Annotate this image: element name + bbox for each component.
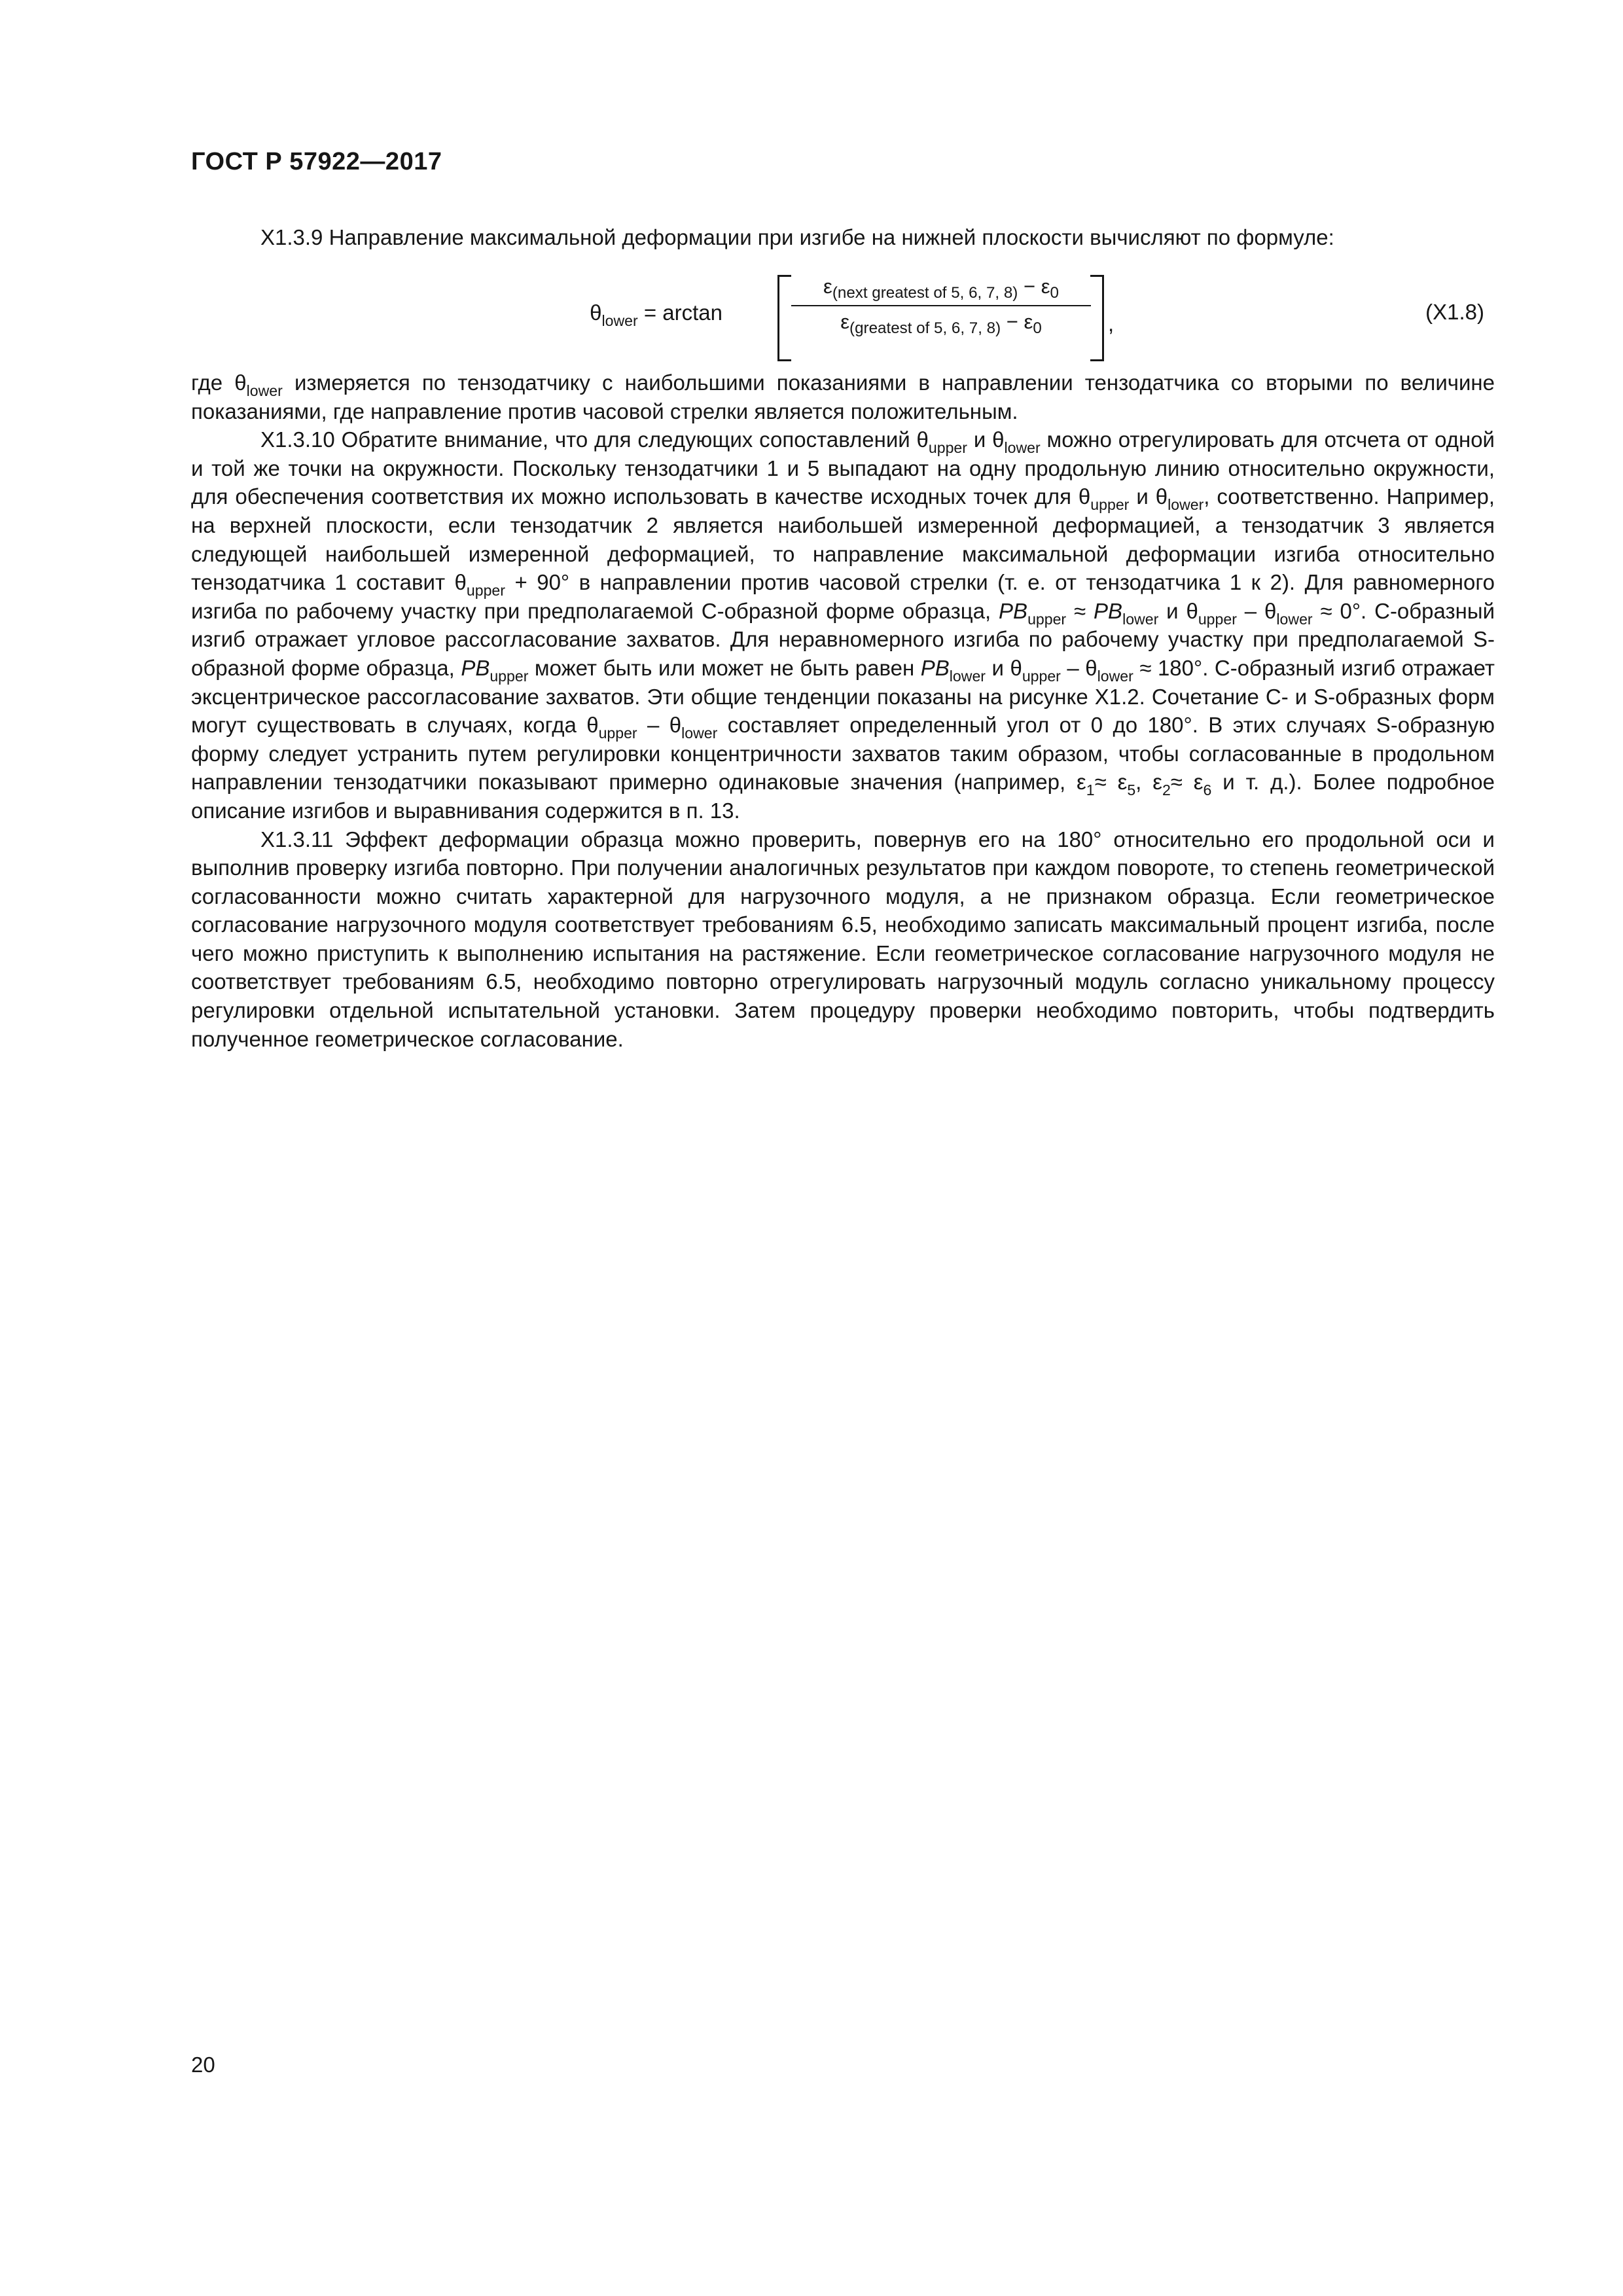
paragraph-x1-3-9: X1.3.9 Направление максимальной деформации при изгибе на нижней плоскости вычисляют по формуле: bbox=[260, 225, 1334, 249]
page-number: 20 bbox=[191, 2053, 215, 2077]
paragraph-x1-3-11: X1.3.11 Эффект деформации образца можно проверить, повернув его на 180° относительно его продольной оси и выполнив проверку изгиба повторно. При получении аналогичных результатов при каждом повороте, то степень геометрической согласованности можно считать характерной для нагрузочного модуля, а не признаком образца. Если геометрическое согласование нагрузочного модуля соответствует требованиям 6.5, необходимо записать максимальный процент изгиба, после чего можно приступить к выполнению испытания на растяжение. Если геометрическое согласование нагрузочного модуля не соответствует требованиям 6.5, необходимо повторно отрегулировать нагрузочный модуль согласно уникальному процессу регулировки отдельной испытательной установки. Затем процедуру проверки необходимо повторить, чтобы подтвердить полученное геометрическое согласование. bbox=[191, 827, 1495, 1051]
formula-numerator: $\varepsilon_{(next greatest of 5, 6, 7, 8)} - \varepsilon_0$ bbox=[823, 275, 1059, 302]
formula-x1-8 bbox=[0, 268, 1623, 367]
paragraph-where: где $\theta_{lower}$ измеряется по тензодатчику с наибольшими показаниями в направлении тензодатчика со вторыми по величине показаниями, где направление против часовой стрелки является положительным. bbox=[191, 370, 1495, 423]
document-header: ГОСТ Р 57922—2017 bbox=[191, 148, 442, 175]
formula-lhs: $\theta_{lower} = \arctan$ bbox=[590, 300, 722, 329]
formula-comma: , bbox=[1108, 312, 1115, 336]
formula-fraction bbox=[782, 274, 1100, 338]
formula-number: (X1.8) bbox=[1425, 300, 1484, 324]
fraction-bar bbox=[791, 305, 1091, 306]
intro-block bbox=[191, 223, 1495, 252]
right-bracket bbox=[1090, 275, 1104, 361]
body-text bbox=[191, 368, 1495, 1053]
formula-denominator: $\varepsilon_{(greatest of 5, 6, 7, 8)} - \varepsilon_0$ bbox=[840, 310, 1042, 337]
paragraph-x1-3-10: X1.3.10 Обратите внимание, что для следующих сопоставлений $\theta_{upper}$ и $\theta_{lower}$ можно отрегулировать для отсчета от одной и той же точки на окружности. Поскольку тензодатчики 1 и 5 выпадают на одну продольную линию относительно окружности, для обеспечения соответствия их можно использовать в качестве исходных точек для $\theta_{upper}$ и $\theta_{lower}$, соответственно. Например, на верхней плоскости, если тензодатчик 2 является наибольшей измеренной деформацией, а тензодатчик 3 является следующей наибольшей измеренной деформацией, то направление максимальной деформации изгиба относительно тензодатчика 1 составит $\theta_{upper} + 90^\circ$ в направлении против часовой стрелки (т. е. от тензодатчика 1 к 2). Для равномерного изгиба по рабочему участку при предполагаемой С-образной форме образца, $PB_{upper} \approx PB_{lower}$ и $\theta_{upper} - \theta_{lower} \approx 0^\circ$. С-образный изгиб отражает угловое рассогласование захватов. Для неравномерного изгиба по рабочему участку при предполагаемой S-образной форме образца, $PB_{upper}$ может быть или может не быть равен $PB_{lower}$ и $\theta_{upper} - \theta_{lower} \approx 180^\circ$. С-образный изгиб отражает эксцентрическое рассогласование захватов. Эти общие тенденции показаны на рисунке X1.2. Сочетание С- и S-образных форм могут существовать в случаях, когда $\theta_{upper} - \theta_{lower}$ составляет определенный угол от 0 до 180°. В этих случаях S-образную форму следует устранить путем регулировки концентричности захватов таким образом, чтобы согласованные в продольном направлении тензодатчики показывают примерно одинаковые значения (например, $\varepsilon_1\approx \varepsilon_5$, $\varepsilon_2\approx \varepsilon_6$ и т. д.). Более подробное описание изгибов и выравнивания содержится в п. 13. bbox=[191, 427, 1495, 823]
